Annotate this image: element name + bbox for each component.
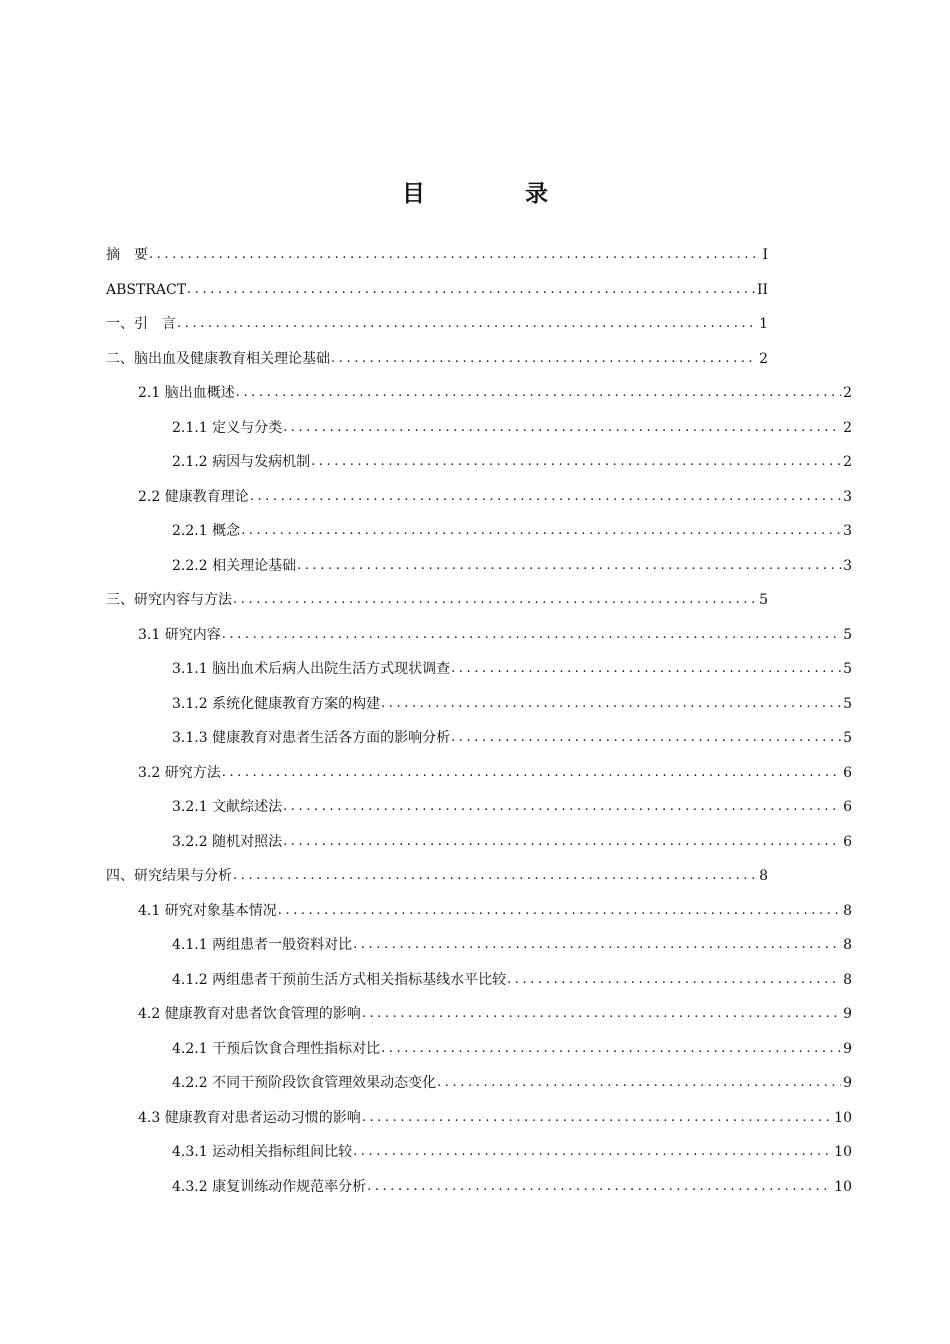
toc-entry[interactable] <box>172 928 852 962</box>
toc-entry-label: 3.2 研究方法 <box>138 765 221 781</box>
toc-entry[interactable] <box>172 790 852 824</box>
toc-entry[interactable] <box>138 1101 852 1135</box>
toc-entry-page-number: 6 <box>843 765 852 781</box>
toc-entry[interactable] <box>172 652 852 686</box>
toc-entry[interactable] <box>106 273 768 307</box>
toc-entry-page-number: 2 <box>843 420 852 436</box>
dot-leader <box>187 280 755 300</box>
toc-entry-page-number: 10 <box>834 1179 852 1195</box>
toc-entry[interactable] <box>138 618 852 652</box>
dot-leader <box>233 590 757 610</box>
toc-entry-label: 2.1.1 定义与分类 <box>172 420 283 436</box>
toc-entry-label: 2.2.2 相关理论基础 <box>172 558 297 574</box>
toc-entry[interactable] <box>138 376 852 410</box>
dot-leader <box>362 1004 841 1024</box>
toc-entry-page-number: 8 <box>759 868 768 884</box>
toc-entry-label: 四、研究结果与分析 <box>106 868 232 884</box>
toc-entry-label: 3.1.2 系统化健康教育方案的构建 <box>172 696 381 712</box>
dot-leader <box>451 659 841 679</box>
toc-entry-page-number: 3 <box>843 558 852 574</box>
toc-entry-page-number: 2 <box>759 351 768 367</box>
toc-entry[interactable] <box>106 859 768 893</box>
toc-entry[interactable] <box>138 997 852 1031</box>
dot-leader <box>353 935 841 955</box>
toc-entry[interactable] <box>172 549 852 583</box>
dot-leader <box>331 349 757 369</box>
toc-entry-label: 3.2.1 文献综述法 <box>172 799 283 815</box>
toc-entry[interactable] <box>172 411 852 445</box>
dot-leader <box>311 452 841 472</box>
toc-entry[interactable] <box>172 1170 852 1204</box>
toc-entry-page-number: 3 <box>843 489 852 505</box>
dot-leader <box>177 314 757 334</box>
toc-entry-label: 一、引 言 <box>106 316 176 332</box>
toc-entry[interactable] <box>172 1135 852 1169</box>
toc-entry-page-number: 2 <box>843 454 852 470</box>
toc-entry-label: 2.2.1 概念 <box>172 523 241 539</box>
toc-entry-label: 4.2 健康教育对患者饮食管理的影响 <box>138 1006 361 1022</box>
toc-entry-page-number: 5 <box>843 627 852 643</box>
dot-leader <box>278 901 841 921</box>
toc-entry-page-number: I <box>762 247 768 263</box>
toc-entry[interactable] <box>172 1066 852 1100</box>
toc-entry-page-number: 3 <box>843 523 852 539</box>
dot-leader <box>233 866 757 886</box>
toc-entry-page-number: 5 <box>843 661 852 677</box>
toc-entry[interactable] <box>138 894 852 928</box>
toc-entry-label: 2.1.2 病因与发病机制 <box>172 454 311 470</box>
toc-entry-label: 2.1 脑出血概述 <box>138 385 235 401</box>
toc-entry-label: 3.1.1 脑出血术后病人出院生活方式现状调查 <box>172 661 451 677</box>
dot-leader <box>437 1073 841 1093</box>
toc-entry-label: 4.1.2 两组患者干预前生活方式相关指标基线水平比较 <box>172 972 507 988</box>
dot-leader <box>149 245 760 265</box>
toc-entry-label: 4.3.2 康复训练动作规范率分析 <box>172 1179 367 1195</box>
toc-entry-label: 4.2.2 不同干预阶段饮食管理效果动态变化 <box>172 1075 437 1091</box>
toc-entry[interactable] <box>138 480 852 514</box>
toc-entry[interactable] <box>172 445 852 479</box>
dot-leader <box>222 625 841 645</box>
dot-leader <box>381 1039 841 1059</box>
toc-entry-label: 4.3.1 运动相关指标组间比较 <box>172 1144 353 1160</box>
toc-entry[interactable] <box>106 342 768 376</box>
toc-entry-page-number: 2 <box>843 385 852 401</box>
toc-entry[interactable] <box>172 963 852 997</box>
toc-entry[interactable] <box>172 1032 852 1066</box>
toc-entry-label: 三、研究内容与方法 <box>106 592 232 608</box>
dot-leader <box>297 556 841 576</box>
toc-entry-page-number: 10 <box>834 1110 852 1126</box>
toc-entry[interactable] <box>172 514 852 548</box>
toc-entry[interactable] <box>172 687 852 721</box>
dot-leader <box>222 763 841 783</box>
toc-entry-page-number: 9 <box>843 1041 852 1057</box>
toc-entry[interactable] <box>106 307 768 341</box>
dot-leader <box>353 1142 832 1162</box>
toc-entry-page-number: 5 <box>843 730 852 746</box>
toc-entry-label: 摘 要 <box>106 247 148 263</box>
toc-entry-label: ABSTRACT <box>106 282 187 298</box>
dot-leader <box>381 694 841 714</box>
toc-entry-page-number: 9 <box>843 1006 852 1022</box>
toc-entry-label: 3.2.2 随机对照法 <box>172 834 283 850</box>
toc-entry-label: 3.1 研究内容 <box>138 627 221 643</box>
toc-entry-label: 4.1.1 两组患者一般资料对比 <box>172 937 353 953</box>
toc-entry-label: 4.1 研究对象基本情况 <box>138 903 277 919</box>
dot-leader <box>241 521 841 541</box>
dot-leader <box>283 832 841 852</box>
dot-leader <box>283 797 841 817</box>
toc-entry-page-number: 8 <box>843 937 852 953</box>
toc-entry-page-number: 6 <box>843 799 852 815</box>
toc-entry-page-number: 5 <box>759 592 768 608</box>
toc-entry-label: 二、脑出血及健康教育相关理论基础 <box>106 351 330 367</box>
dot-leader <box>367 1177 832 1197</box>
toc-entry[interactable] <box>172 825 852 859</box>
toc-entry-label: 4.2.1 干预后饮食合理性指标对比 <box>172 1041 381 1057</box>
toc-entry-page-number: 1 <box>759 316 768 332</box>
toc-entry-page-number: 9 <box>843 1075 852 1091</box>
dot-leader <box>283 418 841 438</box>
toc-entry[interactable] <box>106 583 768 617</box>
dot-leader <box>507 970 841 990</box>
dot-leader <box>250 487 841 507</box>
toc-entry-page-number: 6 <box>843 834 852 850</box>
toc-entry-page-number: II <box>756 282 768 298</box>
toc-entry-label: 2.2 健康教育理论 <box>138 489 249 505</box>
page-title: 目 录 <box>401 181 594 207</box>
toc-entry-page-number: 10 <box>834 1144 852 1160</box>
toc-entry[interactable] <box>106 238 768 272</box>
dot-leader <box>451 728 841 748</box>
toc-entry[interactable] <box>172 721 852 755</box>
toc-entry-page-number: 8 <box>843 972 852 988</box>
toc-entry-label: 3.1.3 健康教育对患者生活各方面的影响分析 <box>172 730 451 746</box>
dot-leader <box>362 1108 832 1128</box>
dot-leader <box>236 383 841 403</box>
toc-entry-page-number: 5 <box>843 696 852 712</box>
toc-entry-label: 4.3 健康教育对患者运动习惯的影响 <box>138 1110 361 1126</box>
toc-entry-page-number: 8 <box>843 903 852 919</box>
toc-entry[interactable] <box>138 756 852 790</box>
